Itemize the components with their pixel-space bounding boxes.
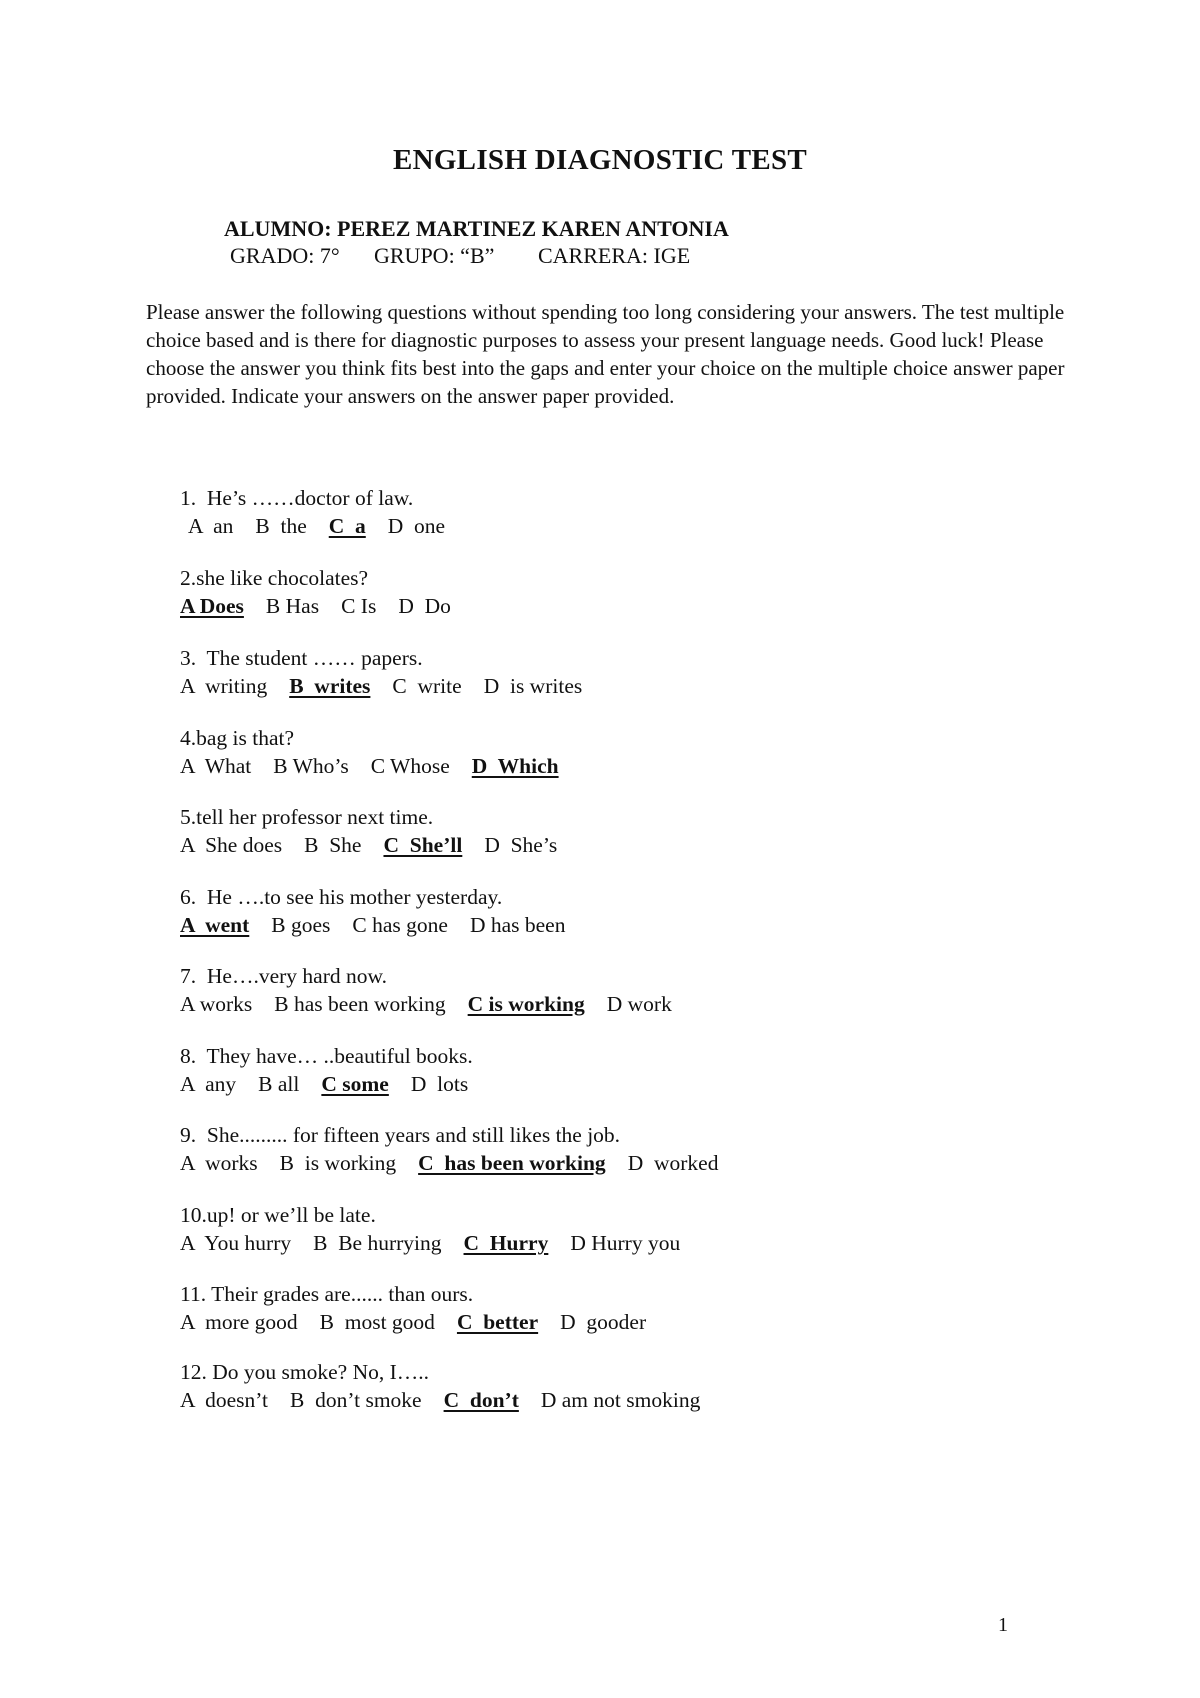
question-item: [180, 1280, 668, 1336]
answer-option: D Hurry you: [570, 1231, 681, 1255]
question-stem: 1. He’s ……doctor of law.: [180, 486, 414, 510]
selected-answer-option: C is working: [467, 992, 585, 1016]
student-name: ALUMNO: PEREZ MARTINEZ KAREN ANTONIA: [224, 216, 729, 241]
answer-options: [180, 990, 694, 1018]
question-stem: 8. They have… ..beautiful books.: [180, 1044, 473, 1068]
selected-answer-option: C better: [456, 1310, 539, 1334]
question-item: [180, 1042, 490, 1098]
selected-answer-option: D Which: [471, 754, 559, 778]
answer-option: C Is: [341, 594, 377, 618]
question-item: [180, 1358, 722, 1414]
question-item: [180, 724, 581, 780]
answer-options: [180, 1386, 722, 1414]
answer-option: D lots: [410, 1072, 469, 1096]
grupo-label: GRUPO: “B”: [374, 243, 495, 268]
answer-option: D am not smoking: [540, 1388, 701, 1412]
answer-option: D worked: [627, 1151, 719, 1175]
question-stem: 10.up! or we’ll be late.: [180, 1203, 376, 1227]
answer-options: [180, 512, 467, 540]
page-title: ENGLISH DIAGNOSTIC TEST: [392, 144, 808, 176]
selected-answer-option: A went: [180, 913, 250, 937]
answer-option: D Do: [398, 594, 451, 618]
answer-option: B She: [304, 833, 362, 857]
answer-option: D has been: [469, 913, 566, 937]
answer-options: [180, 831, 579, 859]
selected-answer-option: A Does: [180, 594, 244, 618]
question-item: [180, 644, 604, 700]
answer-option: A more good: [180, 1310, 298, 1334]
question-stem: 4.bag is that?: [180, 726, 295, 750]
answer-option: B the: [255, 514, 307, 538]
answer-option: D gooder: [560, 1310, 647, 1334]
student-meta: [230, 243, 690, 269]
selected-answer-option: C a: [328, 514, 366, 538]
question-item: [180, 484, 467, 540]
selected-answer-option: B writes: [289, 674, 371, 698]
question-stem: 5.tell her professor next time.: [180, 805, 434, 829]
answer-options: [180, 1070, 490, 1098]
answer-option: B has been working: [274, 992, 446, 1016]
selected-answer-option: C some: [321, 1072, 389, 1096]
answer-option: A You hurry: [180, 1231, 292, 1255]
answer-option: A works: [180, 992, 253, 1016]
answer-option: B all: [258, 1072, 300, 1096]
answer-options: [180, 672, 604, 700]
question-item: [180, 564, 473, 620]
answer-options: [180, 1308, 668, 1336]
answer-option: B Who’s: [273, 754, 349, 778]
answer-option: B most good: [319, 1310, 435, 1334]
answer-options: [180, 752, 581, 780]
answer-option: A works: [180, 1151, 258, 1175]
answer-option: B Be hurrying: [313, 1231, 442, 1255]
answer-option: A doesn’t: [180, 1388, 268, 1412]
question-stem: 11. Their grades are...... than ours.: [180, 1282, 474, 1306]
answer-option: B goes: [271, 913, 331, 937]
answer-option: C has gone: [352, 913, 448, 937]
question-stem: 12. Do you smoke? No, I…..: [180, 1360, 430, 1384]
answer-options: [180, 1229, 702, 1257]
instructions-paragraph: Please answer the following questions without spending too long considering your answers. The test multiple choice based and is there for diagnostic purposes to assess your present language needs. Good luck! Please choose the answer you think fits best into the gaps and enter your choice on the multiple choice answer paper provided. Indicate your answers on the answer paper provided.: [146, 300, 1065, 408]
answer-option: C Whose: [370, 754, 450, 778]
carrera-label: CARRERA: IGE: [538, 243, 691, 268]
answer-options: [180, 1149, 740, 1177]
question-stem: 2.she like chocolates?: [180, 566, 369, 590]
answer-option: A What: [180, 754, 252, 778]
question-stem: 9. She......... for fifteen years and still likes the job.: [180, 1123, 621, 1147]
question-stem: 7. He….very hard now.: [180, 964, 387, 988]
grado-label: GRADO: 7°: [230, 243, 340, 268]
selected-answer-option: C Hurry: [463, 1231, 549, 1255]
answer-option: D one: [387, 514, 446, 538]
answer-option: D is writes: [483, 674, 583, 698]
answer-options: [180, 592, 473, 620]
answer-option: B don’t smoke: [290, 1388, 422, 1412]
selected-answer-option: C has been working: [418, 1151, 606, 1175]
question-stem: 6. He ….to see his mother yesterday.: [180, 885, 503, 909]
question-stem: 3. The student …… papers.: [180, 646, 423, 670]
selected-answer-option: C don’t: [443, 1388, 519, 1412]
question-item: [180, 803, 579, 859]
answer-option: C write: [392, 674, 462, 698]
page-number: 1: [998, 1614, 1008, 1636]
answer-option: A She does: [180, 833, 283, 857]
selected-answer-option: C She’ll: [383, 833, 463, 857]
question-item: [180, 962, 694, 1018]
answer-option: B is working: [279, 1151, 397, 1175]
answer-options: [180, 911, 587, 939]
question-item: [180, 1201, 702, 1257]
answer-option: A an: [188, 514, 234, 538]
answer-option: D work: [606, 992, 672, 1016]
answer-option: B Has: [265, 594, 320, 618]
answer-option: A writing: [180, 674, 268, 698]
question-item: [180, 1121, 740, 1177]
question-item: [180, 883, 587, 939]
answer-option: D She’s: [484, 833, 558, 857]
answer-option: A any: [180, 1072, 237, 1096]
